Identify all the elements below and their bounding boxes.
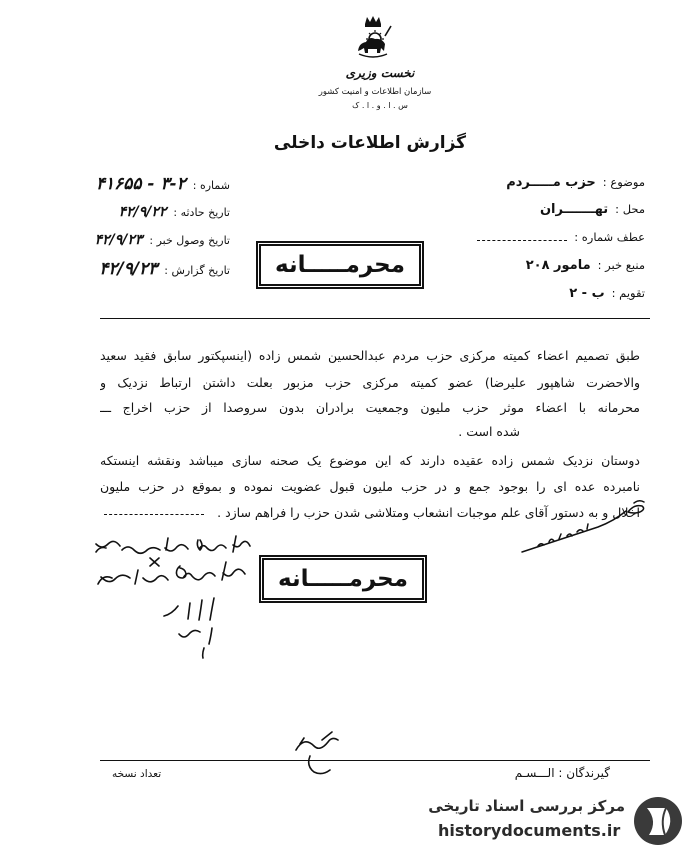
- body-line-6: نامبرده عده ای را بوجود جمع و در حزب ملیون قبول عضویت نموده و بموقع در حزب ملیون: [100, 479, 640, 494]
- meta-received-date-label: تاریخ وصول خبر :: [149, 234, 230, 247]
- confidential-stamp: محرمـــــانه: [256, 241, 424, 289]
- recipients: [515, 766, 610, 780]
- body-line-5: دوستان نزدیک شمس زاده عقیده دارند که این موضوع یک صحنه سازی میباشد ونقشه اینستکه: [100, 453, 640, 468]
- watermark-url: historydocuments.ir: [438, 821, 621, 840]
- body-line-1: طبق تصمیم اعضاء کمیته مرکزی حزب مردم عبدالحسین شمس زاده (اینسپکتور سابق فقید سعید: [100, 348, 640, 363]
- org-line-abbreviation: س . ا . و . ا . ک: [352, 101, 408, 110]
- meta-reference-label: عطف شماره :: [574, 230, 645, 244]
- meta-subject-value: حزب مـــــردم: [506, 175, 596, 190]
- recipients-value: الـــسـم: [514, 766, 555, 780]
- watermark-name: مرکز بررسی اسناد تاریخی: [428, 797, 625, 815]
- meta-evaluation-label: تقویم :: [611, 286, 645, 300]
- signature-right: [522, 501, 644, 552]
- meta-received-date-value: ۴۲/۹/۲۳: [94, 232, 143, 248]
- body-line-4: شده است .: [458, 424, 520, 439]
- meta-incident-date-label: تاریخ حادثه :: [173, 206, 230, 219]
- meta-source-label: منبع خبر :: [597, 258, 645, 272]
- meta-number-label: شماره :: [192, 179, 230, 192]
- signature-footer: [296, 732, 338, 774]
- page-title: گزارش اطلاعات داخلی: [273, 133, 467, 153]
- meta-subject-label: موضوع :: [602, 175, 645, 189]
- confidential-stamp-lower: محرمـــــانه: [259, 555, 427, 603]
- body-line-7: اخلال و به دستور آقای علم موجبات انشعاب ومتلاشی شدن حزب را فراهم سازد .: [217, 505, 640, 520]
- handwritten-note-left: [96, 536, 250, 584]
- body-line-3: محرمانه با اعضاء موثر حزب ملیون وجمعیت برادران بدون سروصدا از حزب اخراج ـــ: [100, 400, 640, 415]
- meta-incident-date-value: ۴۲/۹/۲۲: [118, 204, 167, 220]
- recipients-label: گیرندگان :: [558, 766, 610, 780]
- footer-divider: [100, 760, 650, 761]
- copies-label: تعداد نسخه: [112, 768, 162, 780]
- meta-report-date-label: تاریخ گزارش :: [164, 264, 230, 277]
- body-line-2: والاحضرت شاهپور علیرضا) عضو کمیته مرکزی حزب مزبور بعلت داشتن ارتباط نزدیک و: [100, 375, 640, 390]
- meta-source-value: مامور ۲۰۸: [525, 258, 591, 273]
- meta-number-value: ۴۱۶۵۵ - ۳-۲: [95, 174, 186, 194]
- meta-evaluation-value: ب - ۲: [569, 286, 605, 301]
- org-line-savak: سازمان اطلاعات و امنیت کشور: [318, 87, 432, 97]
- meta-report-date-value: ۴۲/۹/۲۳: [99, 259, 158, 279]
- org-line-prime-ministry: نخست وزیری: [345, 66, 415, 80]
- meta-location-label: محل :: [615, 202, 645, 216]
- handwritten-initials-left: [164, 598, 214, 658]
- meta-location-value: تهـــــــران: [539, 202, 609, 217]
- scroll-logo-icon: [630, 795, 686, 847]
